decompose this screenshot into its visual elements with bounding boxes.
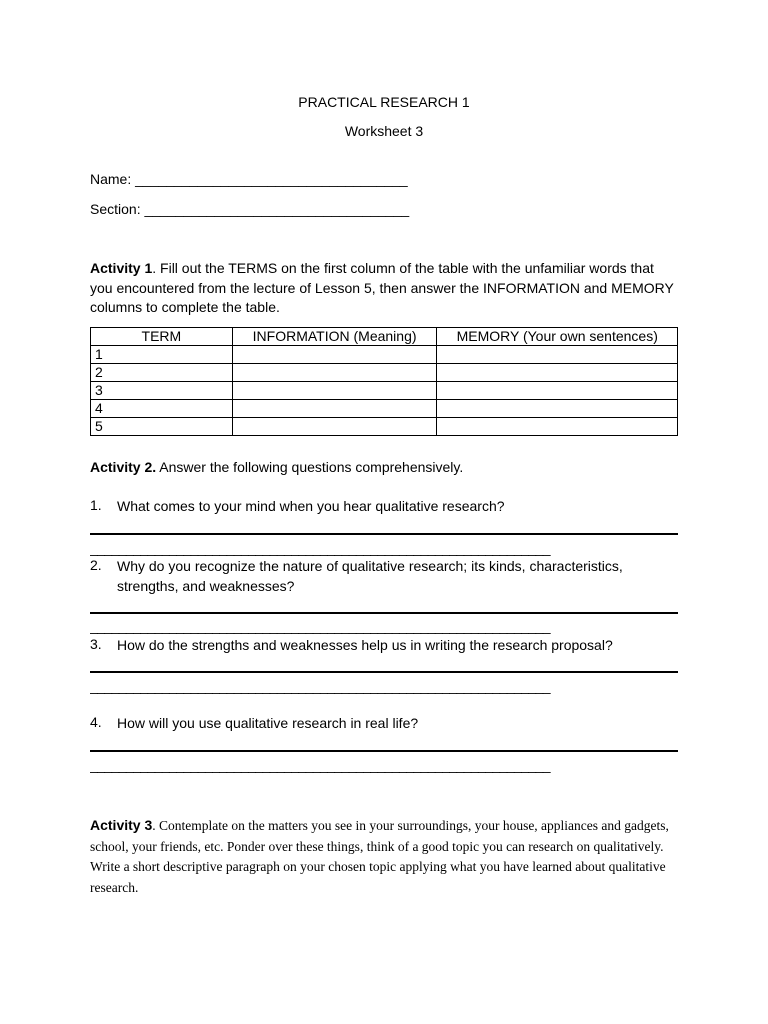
name-blank[interactable]: ___________________________________ — [135, 171, 408, 187]
question-1-text: What comes to your mind when you hear qualitative research? — [117, 498, 505, 514]
question-4-text: How will you use qualitative research in real life? — [117, 715, 419, 731]
activity-3-instructions — [90, 815, 670, 898]
term-cell[interactable]: 2 — [91, 364, 233, 382]
answer-line[interactable]: ________________________________________________________________ — [90, 678, 550, 694]
information-cell[interactable] — [232, 400, 437, 418]
activity-3-label: Activity 3 — [90, 817, 153, 833]
activity-2-text: Answer the following questions comprehensively. — [156, 459, 464, 475]
header-term: TERM — [91, 328, 233, 346]
information-cell[interactable] — [232, 364, 437, 382]
table-row — [91, 418, 678, 436]
header-information: INFORMATION (Meaning) — [232, 328, 437, 346]
answer-line[interactable]: ________________________________________________________________ — [90, 618, 550, 634]
activity-3-text: . Contemplate on the matters you see in your surroundings, your house, appliances and gadgets, school, your friends, etc. Ponder over these things, think of a good topic you can research on qualitatively. Write a short descriptive paragraph on your chosen topic applying what you have learned about qualitative research. — [90, 818, 669, 895]
activity-2-instructions — [90, 458, 680, 478]
term-cell[interactable]: 5 — [91, 418, 233, 436]
memory-cell[interactable] — [437, 418, 678, 436]
table-row — [91, 346, 678, 364]
memory-cell[interactable] — [437, 364, 678, 382]
section-label: Section: — [90, 201, 145, 217]
activity-1-text: . Fill out the TERMS on the first column of the table with the unfamiliar words that you encountered from the lecture of Lesson 5, then answer the INFORMATION and MEMORY columns to complete the table. — [90, 260, 674, 315]
page-subtitle: Worksheet 3 — [344, 123, 424, 139]
question-3-text: How do the strengths and weaknesses help us in writing the research proposal? — [117, 637, 613, 653]
activity-1-instructions — [90, 259, 680, 318]
activity-1-label: Activity 1 — [90, 260, 153, 276]
section-field[interactable] — [90, 201, 409, 217]
answer-line[interactable] — [90, 612, 678, 614]
answer-line[interactable] — [90, 533, 678, 535]
activity-2-label: Activity 2. — [90, 459, 157, 475]
answer-line[interactable] — [90, 750, 678, 752]
term-cell[interactable]: 4 — [91, 400, 233, 418]
header-memory: MEMORY (Your own sentences) — [437, 328, 678, 346]
memory-cell[interactable] — [437, 382, 678, 400]
answer-line[interactable]: ________________________________________________________________ — [90, 540, 550, 556]
section-blank[interactable]: __________________________________ — [144, 201, 410, 217]
table-row — [91, 364, 678, 382]
answer-line[interactable] — [90, 671, 678, 673]
term-cell[interactable]: 1 — [91, 346, 233, 364]
answer-line[interactable]: ________________________________________________________________ — [90, 757, 550, 773]
memory-cell[interactable] — [437, 346, 678, 364]
question-2-text: Why do you recognize the nature of qualitative research; its kinds, characteristics, strengths, and weaknesses? — [117, 558, 623, 594]
question-4-number: 4. — [90, 714, 102, 730]
information-cell[interactable] — [232, 346, 437, 364]
information-cell[interactable] — [232, 418, 437, 436]
table-row — [91, 400, 678, 418]
page-title: PRACTICAL RESEARCH 1 — [298, 94, 470, 110]
information-cell[interactable] — [232, 382, 437, 400]
terms-table — [90, 327, 678, 436]
table-row — [91, 382, 678, 400]
name-label: Name: — [90, 171, 136, 187]
question-3-number: 3. — [90, 636, 102, 652]
question-2-number: 2. — [90, 557, 102, 573]
term-cell[interactable]: 3 — [91, 382, 233, 400]
table-header-row — [91, 328, 678, 346]
memory-cell[interactable] — [437, 400, 678, 418]
question-1-number: 1. — [90, 497, 102, 513]
name-field[interactable] — [90, 171, 408, 187]
